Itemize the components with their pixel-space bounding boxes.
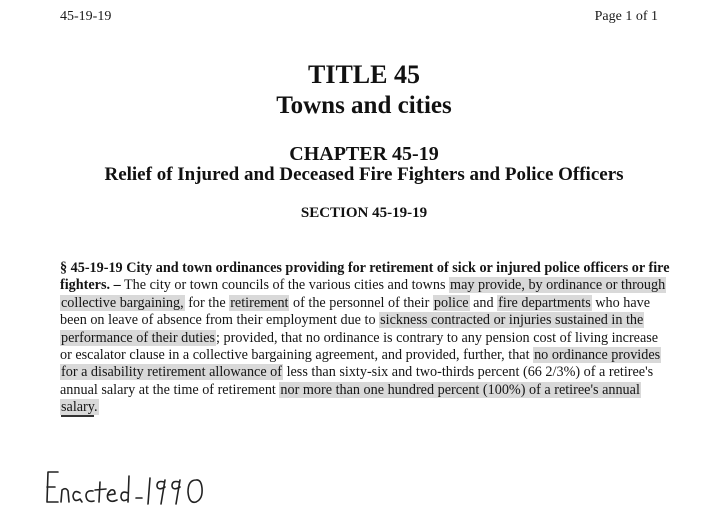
highlight-text: nor more than one hundred percent (100%) of a retiree's annual	[280, 381, 640, 398]
header-section-number: 45-19-19	[60, 9, 112, 24]
statute-body	[60, 260, 670, 417]
body-text: who have been on leave of absence from their employment due to	[60, 294, 651, 329]
chapter-heading: CHAPTER 45-19	[289, 143, 439, 165]
title-subheading: Towns and cities	[276, 92, 452, 119]
highlight: may provide, by ordinance or through collective bargaining,	[61, 277, 666, 311]
body-text: of the personnel of their	[289, 294, 433, 311]
highlight: police	[433, 294, 469, 311]
body-text: The city or town councils of the various cities and towns	[120, 277, 450, 294]
body-text: ; provided, that no ordinance is contrary to any pension cost of living increase or escalator clause in a collective bargaining agreement, and provided, further, that	[60, 329, 659, 364]
handwritten-annotation	[44, 462, 214, 506]
highlight: sickness contracted or injuries sustained in the performance of their duties	[61, 312, 644, 346]
title-heading: TITLE 45	[308, 60, 420, 89]
body-text: and	[469, 294, 498, 311]
body-text: for the	[184, 294, 230, 311]
highlight: no ordinance provides for a disability retirement allowance of	[61, 347, 661, 381]
underlined-word: salary	[61, 399, 94, 416]
section-heading: SECTION 45-19-19	[300, 205, 428, 221]
chapter-subheading: Relief of Injured and Deceased Fire Fighters and Police Officers	[104, 164, 624, 185]
highlight-text: .	[93, 399, 98, 416]
highlight: retirement	[230, 294, 289, 311]
statute-lead: § 45-19-19 City and town ordinances providing for retirement of sick or injured police officers or fire fighters. –	[60, 260, 670, 294]
header-page-number: Page 1 of 1	[594, 9, 658, 24]
body-text: less than sixty-six and two-thirds percent (66 2/3%) of a retiree's annual salary at the time of retirement	[60, 364, 654, 398]
highlight: fire departments	[498, 294, 591, 311]
